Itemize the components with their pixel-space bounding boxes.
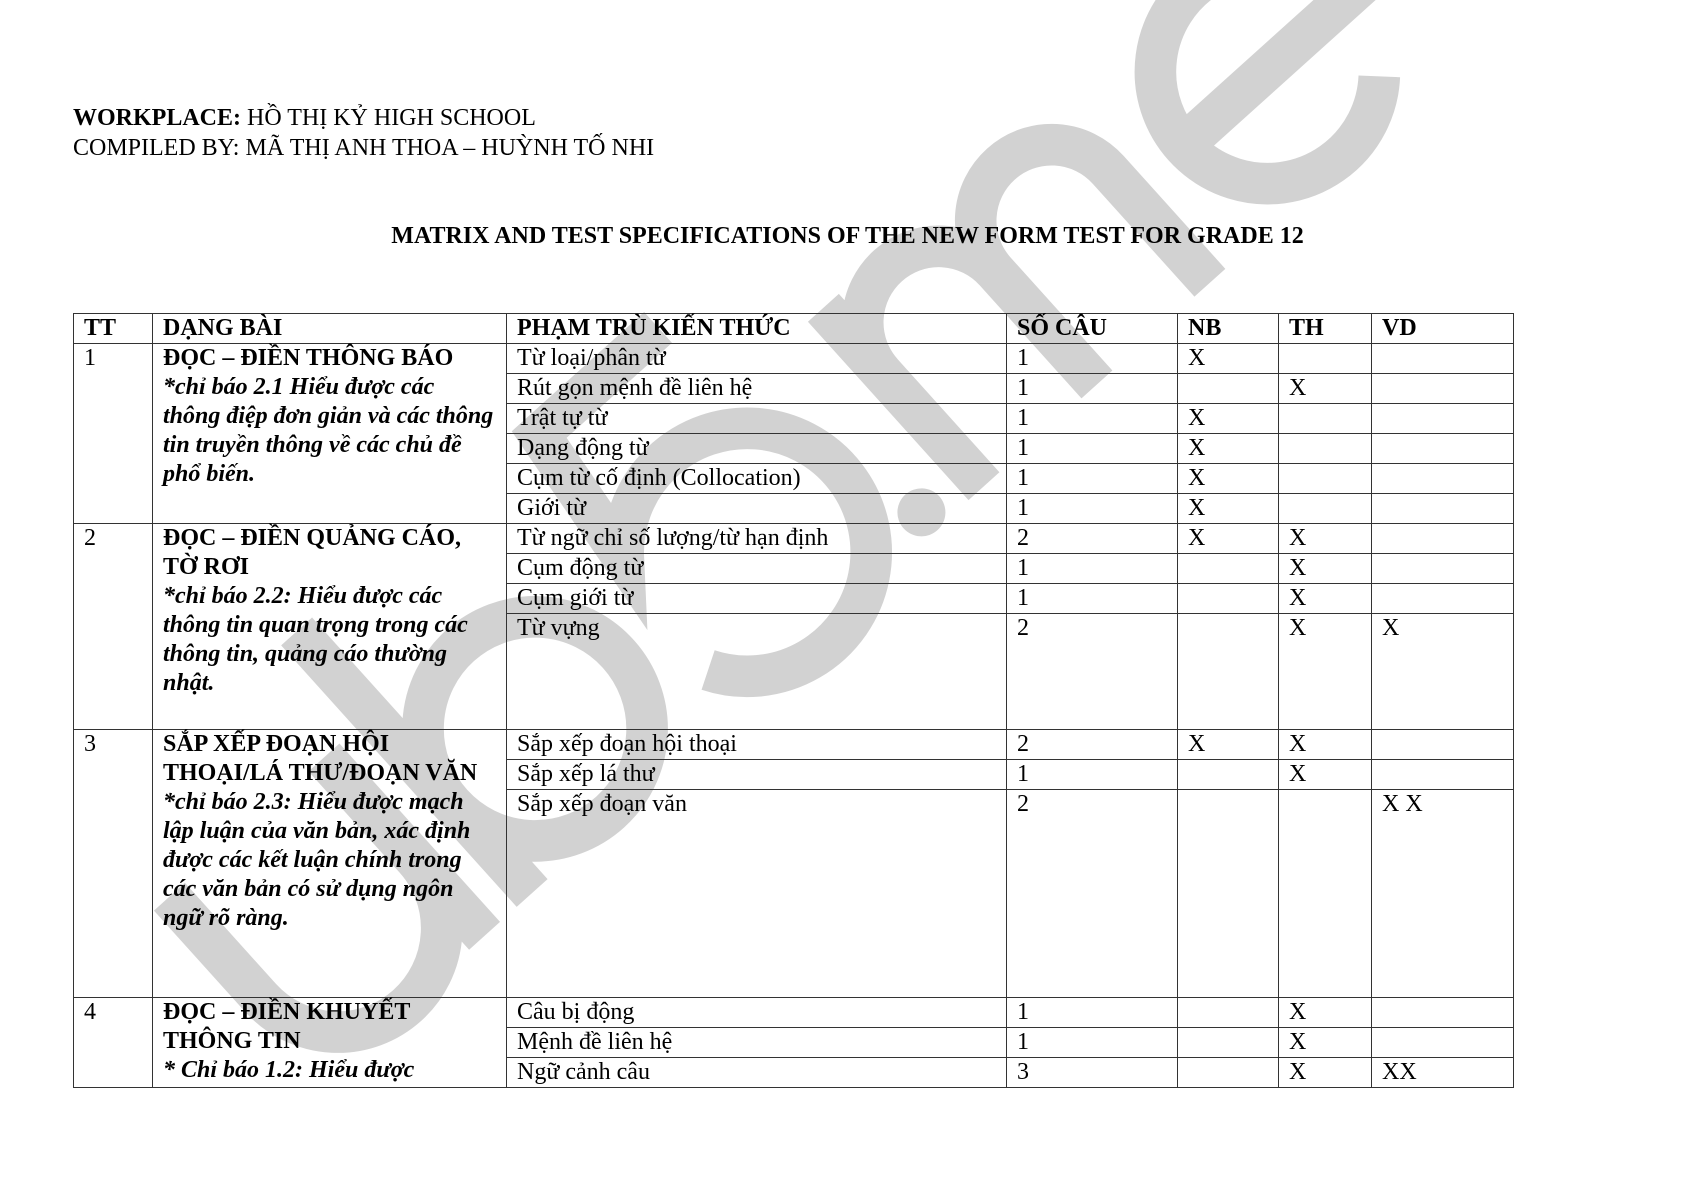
cell-th: X	[1279, 730, 1372, 760]
section-indicator: * Chỉ báo 1.2: Hiểu được	[163, 1057, 415, 1083]
cell-nb	[1178, 584, 1279, 614]
cell-count: 1	[1007, 434, 1178, 464]
cell-topic: Từ ngữ chỉ số lượng/từ hạn định	[507, 524, 1007, 554]
cell-th: X	[1279, 524, 1372, 554]
section-indicator: *chỉ báo 2.2: Hiểu được các thông tin quan trọng trong các thông tin, quảng cáo thường nhật.	[163, 583, 468, 696]
cell-nb	[1178, 998, 1279, 1028]
cell-nb: X	[1178, 730, 1279, 760]
workplace-line	[73, 103, 536, 133]
cell-topic: Mệnh đề liên hệ	[507, 1028, 1007, 1058]
cell-vd: X	[1372, 614, 1514, 730]
cell-vd	[1372, 998, 1514, 1028]
col-tt: TT	[74, 314, 153, 344]
cell-vd	[1372, 524, 1514, 554]
matrix-table	[73, 313, 1514, 1088]
cell-count: 1	[1007, 998, 1178, 1028]
section-title: ĐỌC – ĐIỀN QUẢNG CÁO, TỜ RƠI	[163, 525, 462, 580]
cell-vd: XX	[1372, 1058, 1514, 1088]
cell-nb	[1178, 760, 1279, 790]
cell-nb	[1178, 554, 1279, 584]
document-title	[0, 223, 1683, 250]
cell-count: 1	[1007, 494, 1178, 524]
cell-vd	[1372, 584, 1514, 614]
cell-topic: Cụm từ cố định (Collocation)	[507, 464, 1007, 494]
section-title: SẮP XẾP ĐOẠN HỘI THOẠI/LÁ THƯ/ĐOẠN VĂN	[163, 731, 478, 786]
cell-th: X	[1279, 1058, 1372, 1088]
section-number: 1	[74, 344, 153, 524]
cell-count: 1	[1007, 464, 1178, 494]
cell-vd: X X	[1372, 790, 1514, 998]
section-number: 3	[74, 730, 153, 998]
cell-topic: Sắp xếp đoạn hội thoại	[507, 730, 1007, 760]
table-row	[74, 344, 1514, 374]
cell-count: 2	[1007, 730, 1178, 760]
cell-th	[1279, 434, 1372, 464]
section-number: 4	[74, 998, 153, 1088]
cell-nb: X	[1178, 404, 1279, 434]
cell-nb	[1178, 614, 1279, 730]
table-row	[74, 998, 1514, 1028]
col-dang-bai: DẠNG BÀI	[153, 314, 507, 344]
cell-count: 2	[1007, 524, 1178, 554]
cell-vd	[1372, 494, 1514, 524]
cell-vd	[1372, 554, 1514, 584]
section-title: ĐỌC – ĐIỀN KHUYẾT THÔNG TIN	[163, 999, 410, 1054]
workplace-label: WORKPLACE:	[73, 105, 241, 131]
cell-topic: Giới từ	[507, 494, 1007, 524]
cell-th	[1279, 464, 1372, 494]
cell-th: X	[1279, 554, 1372, 584]
cell-th	[1279, 404, 1372, 434]
cell-topic: Từ loại/phân từ	[507, 344, 1007, 374]
cell-vd	[1372, 404, 1514, 434]
cell-topic: Từ vựng	[507, 614, 1007, 730]
cell-vd	[1372, 434, 1514, 464]
section-type	[153, 344, 507, 524]
cell-count: 1	[1007, 1028, 1178, 1058]
cell-th: X	[1279, 584, 1372, 614]
section-number: 2	[74, 524, 153, 730]
col-nb: NB	[1178, 314, 1279, 344]
cell-topic: Cụm động từ	[507, 554, 1007, 584]
cell-topic: Rút gọn mệnh đề liên hệ	[507, 374, 1007, 404]
cell-th: X	[1279, 760, 1372, 790]
cell-nb	[1178, 790, 1279, 998]
cell-topic: Câu bị động	[507, 998, 1007, 1028]
cell-th: X	[1279, 998, 1372, 1028]
section-indicator: *chỉ báo 2.3: Hiểu được mạch lập luận của văn bản, xác định được các kết luận chính trong các văn bản có sử dụng ngôn ngữ rõ ràng.	[163, 789, 471, 931]
table-row	[74, 524, 1514, 554]
cell-count: 1	[1007, 584, 1178, 614]
cell-th: X	[1279, 1028, 1372, 1058]
cell-count: 1	[1007, 374, 1178, 404]
cell-th	[1279, 790, 1372, 998]
cell-topic: Cụm giới từ	[507, 584, 1007, 614]
cell-topic: Ngữ cảnh câu	[507, 1058, 1007, 1088]
cell-nb	[1178, 1028, 1279, 1058]
col-pham-tru: PHẠM TRÙ KIẾN THỨC	[507, 314, 1007, 344]
cell-count: 2	[1007, 790, 1178, 998]
section-type	[153, 524, 507, 730]
cell-th: X	[1279, 374, 1372, 404]
cell-count: 1	[1007, 554, 1178, 584]
cell-vd	[1372, 730, 1514, 760]
section-type	[153, 998, 507, 1088]
cell-count: 1	[1007, 344, 1178, 374]
cell-topic: Sắp xếp đoạn văn	[507, 790, 1007, 998]
cell-nb: X	[1178, 494, 1279, 524]
cell-nb: X	[1178, 344, 1279, 374]
compiled-by-line: COMPILED BY: MÃ THỊ ANH THOA – HUỲNH TỐ NHI	[73, 135, 655, 161]
cell-vd	[1372, 1028, 1514, 1058]
cell-topic: Dạng động từ	[507, 434, 1007, 464]
cell-nb: X	[1178, 434, 1279, 464]
table-row	[74, 730, 1514, 760]
cell-vd	[1372, 760, 1514, 790]
cell-nb	[1178, 374, 1279, 404]
workplace-value: HỒ THỊ KỶ HIGH SCHOOL	[241, 105, 536, 131]
section-indicator: *chỉ báo 2.1 Hiểu được các thông điệp đơn giản và các thông tin truyền thông về các chủ đề phổ biến.	[163, 374, 494, 487]
cell-topic: Trật tự từ	[507, 404, 1007, 434]
cell-vd	[1372, 464, 1514, 494]
cell-count: 1	[1007, 404, 1178, 434]
cell-nb: X	[1178, 524, 1279, 554]
cell-th: X	[1279, 614, 1372, 730]
cell-count: 2	[1007, 614, 1178, 730]
col-th: TH	[1279, 314, 1372, 344]
cell-th	[1279, 494, 1372, 524]
cell-vd	[1372, 344, 1514, 374]
cell-vd	[1372, 374, 1514, 404]
section-title: ĐỌC – ĐIỀN THÔNG BÁO	[163, 345, 454, 371]
cell-th	[1279, 344, 1372, 374]
section-type	[153, 730, 507, 998]
col-vd: VD	[1372, 314, 1514, 344]
cell-nb: X	[1178, 464, 1279, 494]
cell-count: 3	[1007, 1058, 1178, 1088]
document-title-text: MATRIX AND TEST SPECIFICATIONS OF THE NEW FORM TEST FOR GRADE 12	[391, 223, 1304, 249]
watermark-glyph-e	[1109, 0, 1425, 230]
col-so-cau: SỐ CÂU	[1007, 314, 1178, 344]
table-header-row	[74, 314, 1514, 344]
cell-nb	[1178, 1058, 1279, 1088]
cell-count: 1	[1007, 760, 1178, 790]
cell-topic: Sắp xếp lá thư	[507, 760, 1007, 790]
